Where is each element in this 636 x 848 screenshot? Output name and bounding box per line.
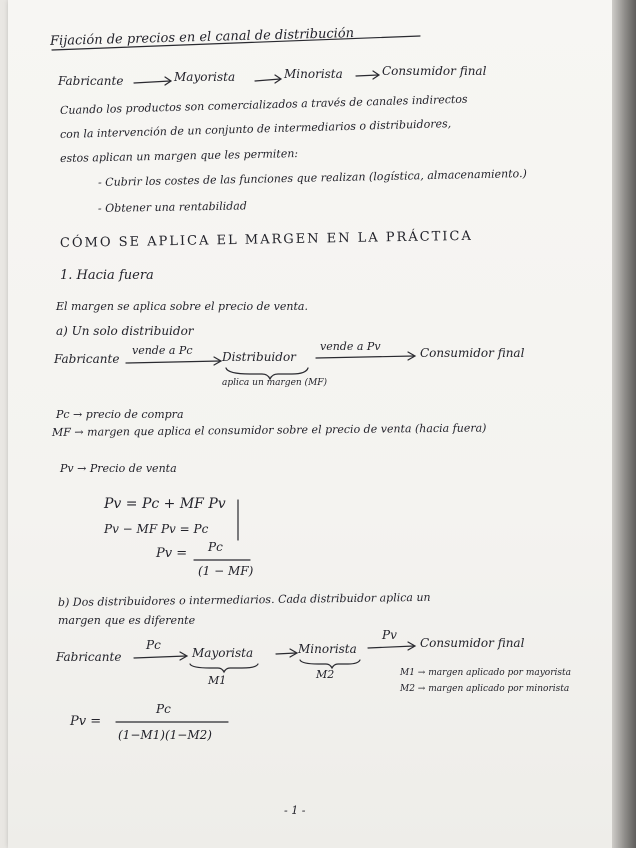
formula-num: Pc bbox=[156, 702, 171, 716]
case-a-heading: a) Un solo distribuidor bbox=[56, 324, 194, 338]
equation-3-lhs: Pv = bbox=[156, 546, 188, 561]
flow-a-fabricante: Fabricante bbox=[54, 352, 120, 366]
bullet-2: - Obtener una rentabilidad bbox=[97, 199, 247, 215]
formula-lhs: Pv = bbox=[70, 714, 102, 729]
flow-b-fabricante: Fabricante bbox=[56, 650, 122, 664]
bullet-1: - Cubrir los costes de las funciones que realizan (logística, almacenamiento.) bbox=[97, 167, 527, 189]
def-pc: Pc → precio de compra bbox=[56, 408, 184, 421]
chain-minorista: Minorista bbox=[284, 67, 343, 81]
intro-line-2: con la intervención de un conjunto de intermediarios o distribuidores, bbox=[59, 117, 452, 141]
equation-1: Pv = Pc + MF Pv bbox=[104, 496, 226, 512]
flow-b-consumidor: Consumidor final bbox=[420, 636, 525, 650]
equation-2: Pv − MF Pv = Pc bbox=[104, 522, 209, 536]
flow-b-arrow1-label: Pc bbox=[146, 638, 161, 652]
def-pv: Pv → Precio de venta bbox=[60, 462, 177, 475]
formula-den: (1−M1)(1−M2) bbox=[118, 728, 212, 742]
intro-line-3: estos aplican un margen que les permiten: bbox=[59, 147, 299, 165]
chain-fabricante: Fabricante bbox=[58, 74, 124, 88]
def-mf: MF → margen que aplica el consumidor sobre el precio de venta (hacia fuera) bbox=[51, 421, 487, 439]
equation-3-num: Pc bbox=[208, 540, 223, 554]
flow-a-consumidor: Consumidor final bbox=[420, 346, 525, 360]
section-heading: CÓMO SE APLICA EL MARGEN EN LA PRÁCTICA bbox=[59, 228, 473, 251]
flow-b-arrow3-label: Pv bbox=[382, 628, 397, 642]
flow-b-minorista: Minorista bbox=[298, 642, 357, 656]
page-title: Fijación de precios en el canal de distribución bbox=[49, 26, 355, 49]
chain-mayorista: Mayorista bbox=[174, 70, 236, 84]
intro-line-1: Cuando los productos son comercializados a través de canales indirectos bbox=[59, 92, 468, 117]
sub1-heading: 1. Hacia fuera bbox=[60, 268, 154, 283]
flow-b-mayorista: Mayorista bbox=[192, 646, 254, 660]
flow-a-arrow1-label: vende a Pc bbox=[132, 344, 193, 357]
chain-consumidor: Consumidor final bbox=[382, 64, 487, 78]
case-b-line-1: b) Dos distribuidores o intermediarios. Cada distribuidor aplica un bbox=[57, 590, 431, 609]
flow-b-m1: M1 bbox=[208, 674, 227, 687]
sub1-statement: El margen se aplica sobre el precio de venta. bbox=[56, 300, 308, 313]
legend-m2: M2 → margen aplicado por minorista bbox=[400, 684, 570, 694]
flow-a-under-label: aplica un margen (MF) bbox=[222, 378, 328, 388]
equation-3-den: (1 − MF) bbox=[198, 564, 254, 578]
legend-m1: M1 → margen aplicado por mayorista bbox=[400, 668, 572, 678]
flow-a-distribuidor: Distribuidor bbox=[222, 350, 296, 364]
flow-a-arrow2-label: vende a Pv bbox=[320, 340, 381, 353]
flow-b-m2: M2 bbox=[316, 668, 335, 681]
case-b-line-2: margen que es diferente bbox=[58, 614, 196, 627]
page-number: - 1 - bbox=[284, 804, 306, 817]
